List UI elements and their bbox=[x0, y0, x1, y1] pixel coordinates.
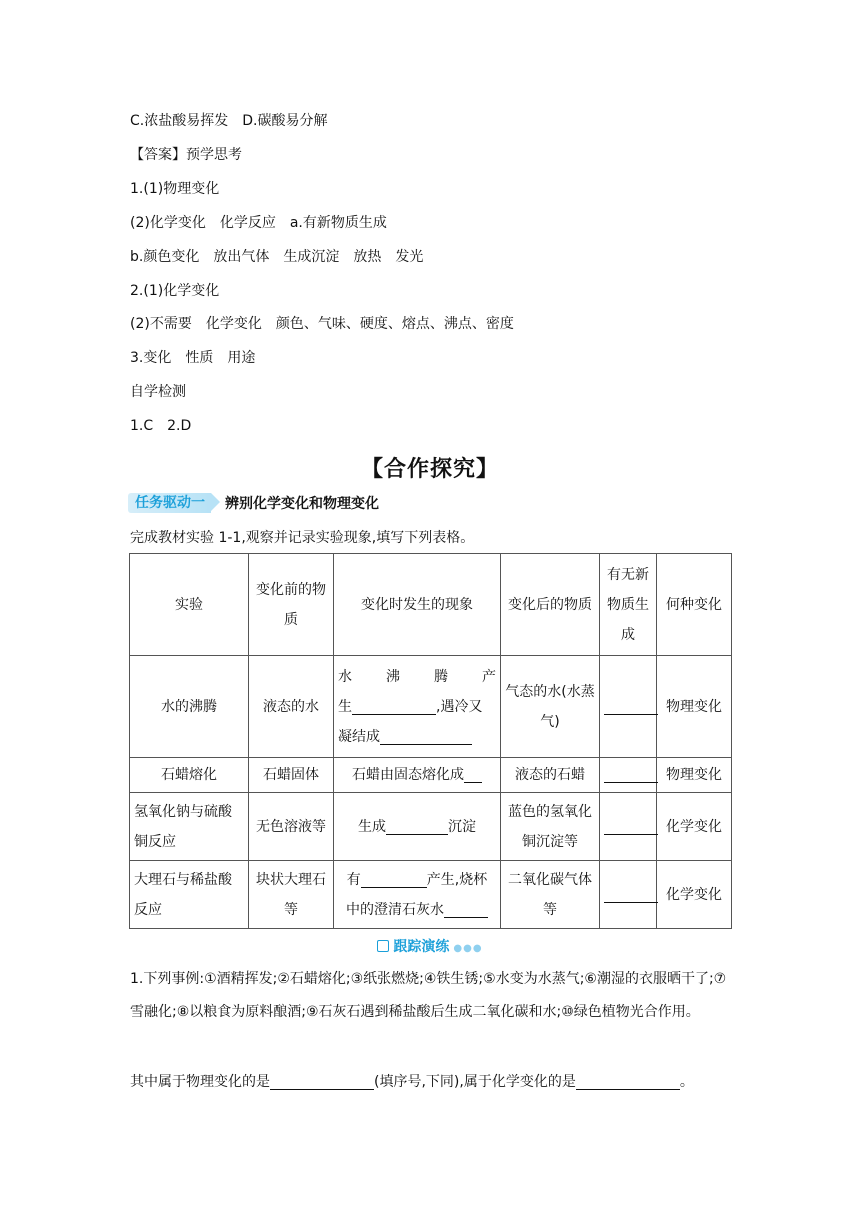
cell-new-substance bbox=[600, 656, 657, 758]
cell-phenomenon bbox=[334, 793, 501, 861]
phenomenon-text: 生成 bbox=[358, 818, 386, 835]
header-cell: 变化前的物质 bbox=[249, 554, 334, 656]
cell-new-substance bbox=[600, 861, 657, 929]
follow-practice-heading bbox=[0, 936, 860, 956]
answer-blank[interactable] bbox=[576, 1071, 680, 1090]
answer-blank[interactable] bbox=[604, 696, 658, 715]
cell-phenomenon bbox=[334, 758, 501, 793]
phenomenon-text: 石蜡由固态熔化成 bbox=[352, 767, 464, 783]
table-row bbox=[130, 656, 732, 758]
ask-text: (填序号,下同),属于化学变化的是 bbox=[374, 1074, 576, 1090]
answer-heading: 【答案】预学思考 bbox=[130, 147, 242, 163]
answer-blank[interactable] bbox=[444, 899, 488, 918]
answer-line: 1.(1)物理变化 bbox=[130, 181, 220, 197]
header-cell: 实验 bbox=[130, 554, 249, 656]
answer-blank[interactable] bbox=[380, 726, 472, 745]
cell-phenomenon bbox=[334, 861, 501, 929]
answer-line: b.颜色变化 放出气体 生成沉淀 放热 发光 bbox=[130, 249, 424, 265]
cell-experiment: 水的沸腾 bbox=[130, 656, 249, 758]
task-heading bbox=[128, 492, 379, 514]
phenomenon-text: 沉淀 bbox=[448, 818, 476, 835]
option-line: C.浓盐酸易挥发 D.碳酸易分解 bbox=[130, 113, 328, 129]
answer-blank[interactable] bbox=[270, 1071, 374, 1090]
answer-blank[interactable] bbox=[604, 764, 658, 783]
answer-line: 3.变化 性质 用途 bbox=[130, 350, 256, 366]
answer-line: 2.(1)化学变化 bbox=[130, 283, 220, 299]
phenomenon-text: 产生,烧杯 bbox=[426, 871, 488, 888]
phenomenon-text: 生 bbox=[338, 698, 352, 715]
phenomenon-text: ,遇冷又 bbox=[436, 698, 483, 715]
ask-text: 。 bbox=[679, 1074, 694, 1090]
cell-before: 石蜡固体 bbox=[249, 758, 334, 793]
header-cell: 何种变化 bbox=[657, 554, 732, 656]
header-cell: 变化时发生的现象 bbox=[334, 554, 501, 656]
cell-change-type: 物理变化 bbox=[657, 656, 732, 758]
section-title: 【合作探究】 bbox=[360, 457, 499, 482]
table-row bbox=[130, 861, 732, 929]
question-ask bbox=[130, 1071, 694, 1092]
question-text: 1.下列事例:①酒精挥发;②石蜡熔化;③纸张燃烧;④铁生锈;⑤水变为水蒸气;⑥潮湿的衣服晒干了;⑦雪融化;⑧以粮食为原料酿酒;⑨石灰石遇到稀盐酸后生成二氧化碳和水;⑩绿色植物光合作用。 bbox=[130, 971, 727, 1020]
cell-after: 二氧化碳气体等 bbox=[501, 861, 600, 929]
self-test-answers: 1.C 2.D bbox=[130, 418, 192, 434]
answer-blank[interactable] bbox=[386, 816, 448, 835]
task-badge: 任务驱动一 bbox=[128, 493, 211, 513]
answer-blank[interactable] bbox=[604, 884, 658, 903]
cell-new-substance bbox=[600, 758, 657, 793]
task-title: 辨别化学变化和物理变化 bbox=[225, 496, 379, 512]
cell-experiment: 大理石与稀盐酸反应 bbox=[130, 861, 249, 929]
phenomenon-text: 凝结成 bbox=[338, 728, 380, 745]
cell-phenomenon bbox=[334, 656, 501, 758]
header-cell: 有无新物质生成 bbox=[600, 554, 657, 656]
pencil-icon bbox=[377, 940, 389, 952]
cell-after: 液态的石蜡 bbox=[501, 758, 600, 793]
experiment-table bbox=[129, 553, 732, 929]
cell-change-type: 化学变化 bbox=[657, 861, 732, 929]
cell-after: 气态的水(水蒸气) bbox=[501, 656, 600, 758]
dots-icon: ●●● bbox=[453, 943, 483, 954]
phenomenon-text: 有 bbox=[346, 871, 361, 888]
phenomenon-text: 中的澄清石灰水 bbox=[346, 901, 444, 918]
cell-new-substance bbox=[600, 793, 657, 861]
header-cell: 变化后的物质 bbox=[501, 554, 600, 656]
cell-change-type: 化学变化 bbox=[657, 793, 732, 861]
cell-before: 液态的水 bbox=[249, 656, 334, 758]
cell-experiment: 石蜡熔化 bbox=[130, 758, 249, 793]
phenomenon-text: 水沸腾产 bbox=[338, 668, 496, 685]
cell-after: 蓝色的氢氧化铜沉淀等 bbox=[501, 793, 600, 861]
self-test-heading: 自学检测 bbox=[130, 384, 186, 400]
ask-text: 其中属于物理变化的是 bbox=[130, 1074, 270, 1090]
answer-blank[interactable] bbox=[464, 764, 482, 783]
answer-line: (2)不需要 化学变化 颜色、气味、硬度、熔点、沸点、密度 bbox=[130, 316, 514, 332]
cell-before: 块状大理石等 bbox=[249, 861, 334, 929]
follow-practice-label: 跟踪演练 bbox=[393, 939, 450, 955]
table-row bbox=[130, 793, 732, 861]
answer-line: (2)化学变化 化学反应 a.有新物质生成 bbox=[130, 215, 387, 231]
table-header-row bbox=[130, 554, 732, 656]
answer-blank[interactable] bbox=[352, 696, 436, 715]
table-row bbox=[130, 758, 732, 793]
cell-before: 无色溶液等 bbox=[249, 793, 334, 861]
cell-experiment: 氢氧化钠与硫酸铜反应 bbox=[130, 793, 249, 861]
answer-blank[interactable] bbox=[361, 869, 427, 888]
cell-change-type: 物理变化 bbox=[657, 758, 732, 793]
instruction: 完成教材实验 1-1,观察并记录实验现象,填写下列表格。 bbox=[130, 530, 475, 546]
answer-blank[interactable] bbox=[604, 816, 658, 835]
